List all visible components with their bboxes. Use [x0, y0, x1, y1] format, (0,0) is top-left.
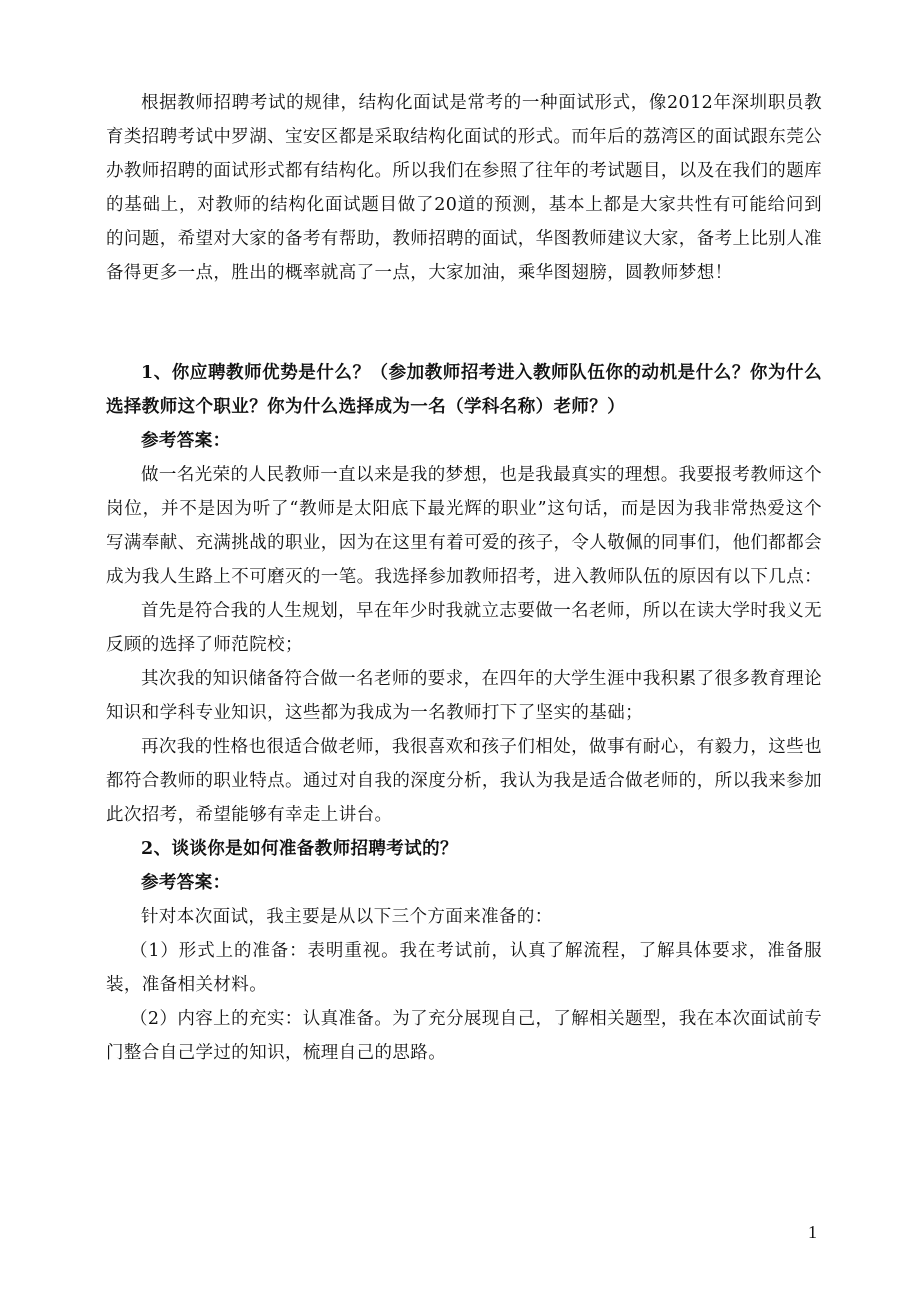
answer-2-item-1: （1）形式上的准备：表明重视。我在考试前，认真了解流程，了解具体要求，准备服装，准备相关材料。	[106, 941, 822, 995]
answer-1-paragraph-1: 做一名光荣的人民教师一直以来是我的梦想，也是我最真实的理想。我要报考教师这个岗位，并不是因为听了“教师是太阳底下最光辉的职业”这句话，而是因为我非常热爱这个写满奉献、充满挑战的职业，因为在这里有着可爱的孩子，令人敬佩的同事们，他们都都会成为我人生路上不可磨灭的一笔。我选择参加教师招考，进入教师队伍的原因有以下几点：	[106, 465, 822, 587]
answer-1-paragraph-3: 其次我的知识储备符合做一名老师的要求，在四年的大学生涯中我积累了很多教育理论知识和学科专业知识，这些都为我成为一名教师打下了坚实的基础；	[106, 669, 822, 723]
answer-1-paragraph-2: 首先是符合我的人生规划，早在年少时我就立志要做一名老师，所以在读大学时我义无反顾的选择了师范院校；	[106, 601, 822, 655]
answer-2-item-2: （2）内容上的充实：认真准备。为了充分展现自己，了解相关题型，我在本次面试前专门整合自己学过的知识，梳理自己的思路。	[106, 1009, 822, 1063]
intro-paragraph: 根据教师招聘考试的规律，结构化面试是常考的一种面试形式，像2012年深圳职员教育类招聘考试中罗湖、宝安区都是采取结构化面试的形式。而年后的荔湾区的面试跟东莞公办教师招聘的面试形式都有结构化。所以我们在参照了往年的考试题目，以及在我们的题库的基础上，对教师的结构化面试题目做了20道的预测，基本上都是大家共性有可能给问到的问题，希望对大家的备考有帮助，教师招聘的面试，华图教师建议大家，备考上比别人准备得更多一点，胜出的概率就高了一点，大家加油，乘华图翅膀，圆教师梦想！	[106, 93, 822, 283]
question-2: 2、谈谈你是如何准备教师招聘考试的？	[141, 839, 458, 859]
answer-2-lead: 针对本次面试，我主要是从以下三个方面来准备的：	[141, 907, 553, 927]
answer-label-1: 参考答案：	[141, 431, 231, 451]
section-gap	[106, 290, 822, 356]
page-content	[106, 86, 822, 1070]
answer-1-paragraph-4: 再次我的性格也很适合做老师，我很喜欢和孩子们相处，做事有耐心，有毅力，这些也都符合教师的职业特点。通过对自我的深度分析，我认为我是适合做老师的，所以我来参加此次招考，希望能够有幸走上讲台。	[106, 737, 822, 825]
answer-label-2: 参考答案：	[141, 873, 231, 893]
question-1: 1、你应聘教师优势是什么？（参加教师招考进入教师队伍你的动机是什么？你为什么选择教师这个职业？你为什么选择成为一名（学科名称）老师？）	[106, 363, 822, 417]
page-number: 1	[808, 1222, 817, 1242]
